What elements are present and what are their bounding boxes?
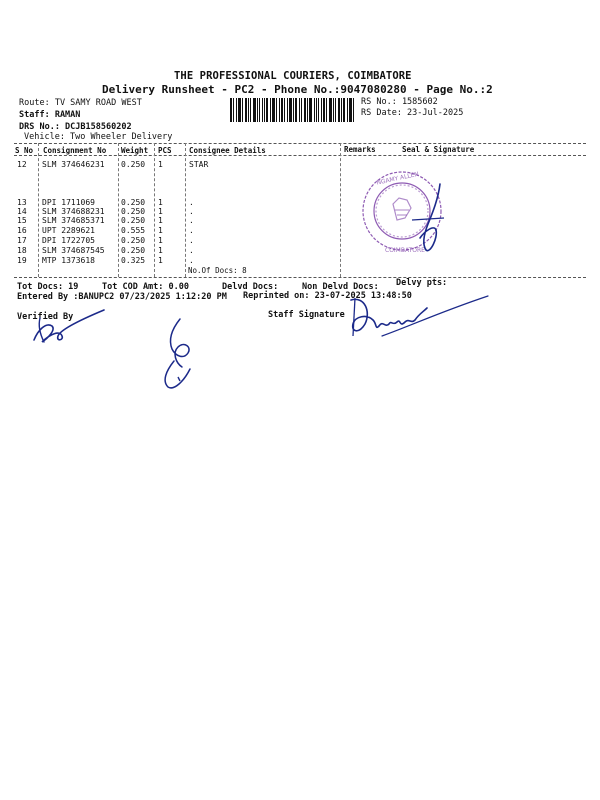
row-weight: 0.250 xyxy=(121,198,146,207)
row-sno: 12 xyxy=(17,160,27,169)
row-pcs: 1 xyxy=(158,226,163,235)
non-delivered-docs: Non Delvd Docs: xyxy=(302,282,379,292)
handwritten-initials xyxy=(150,315,210,395)
row-details: . xyxy=(189,236,194,245)
row-weight: 0.250 xyxy=(121,160,146,169)
barcode xyxy=(230,98,354,122)
table-bottom-rule xyxy=(14,277,586,278)
row-consignment: UPT 2289621 xyxy=(42,226,95,235)
row-weight: 0.250 xyxy=(121,236,146,245)
row-pcs: 1 xyxy=(158,256,163,265)
svg-text:NGAMY ALLEN: NGAMY ALLEN xyxy=(375,170,420,187)
row-sno: 16 xyxy=(17,226,27,235)
row-consignment: DPI 1711069 xyxy=(42,198,95,207)
col-header-consignment: Consignment No xyxy=(43,146,107,155)
row-sno: 15 xyxy=(17,216,27,225)
row-details: . xyxy=(189,256,194,265)
col-sep xyxy=(118,143,119,277)
rs-number: RS No.: 1585602 xyxy=(361,97,438,107)
col-header-remarks: Remarks xyxy=(344,145,376,154)
row-pcs: 1 xyxy=(158,207,163,216)
delivered-docs: Delvd Docs: xyxy=(222,282,279,292)
rs-date: RS Date: 23-Jul-2025 xyxy=(361,108,464,118)
col-sep xyxy=(154,143,155,277)
table-header-rule xyxy=(14,155,586,156)
row-details: STAR xyxy=(189,160,209,169)
tot-cod-amount: Tot COD Amt: 0.00 xyxy=(102,282,189,292)
entered-by: Entered By :BANUPC2 07/23/2025 1:12:20 PM xyxy=(17,292,227,302)
drs-label: DRS No.: DCJB158560202 xyxy=(19,122,132,132)
row-pcs: 1 xyxy=(158,236,163,245)
row-pcs: 1 xyxy=(158,160,163,169)
row-details: . xyxy=(189,198,194,207)
row-details: . xyxy=(189,207,194,216)
route-label: Route: TV SAMY ROAD WEST xyxy=(19,98,142,108)
row-consignment: SLM 374685371 xyxy=(42,216,105,225)
row-weight: 0.250 xyxy=(121,246,146,255)
vehicle-label: Vehicle: Two Wheeler Delivery xyxy=(24,132,173,142)
tot-docs: Tot Docs: 19 xyxy=(17,282,79,292)
row-details: . xyxy=(189,226,194,235)
col-header-seal: Seal & Signature xyxy=(402,145,475,154)
col-sep xyxy=(340,143,341,277)
row-consignment: DPI 1722705 xyxy=(42,236,95,245)
row-sno: 19 xyxy=(17,256,27,265)
row-pcs: 1 xyxy=(158,216,163,225)
row-sno: 13 xyxy=(17,198,27,207)
reprinted-on: Reprinted on: 23-07-2025 13:48:50 xyxy=(243,291,412,301)
row-weight: 0.325 xyxy=(121,256,146,265)
receiver-signature xyxy=(410,180,450,260)
staff-signature xyxy=(345,292,445,340)
row-weight: 0.250 xyxy=(121,207,146,216)
company-title: THE PROFESSIONAL COURIERS, COIMBATORE xyxy=(174,70,412,82)
row-consignment: SLM 374688231 xyxy=(42,207,105,216)
row-consignment: SLM 374687545 xyxy=(42,246,105,255)
runsheet-subtitle: Delivery Runsheet - PC2 - Phone No.:9047080280 - Page No.:2 xyxy=(102,83,493,96)
verified-by-label: Verified By xyxy=(17,312,74,322)
row-consignment: SLM 374646231 xyxy=(42,160,105,169)
row-pcs: 1 xyxy=(158,246,163,255)
svg-text:COIMBATORE: COIMBATORE xyxy=(385,247,425,254)
row-details: . xyxy=(189,246,194,255)
col-sep xyxy=(185,143,186,277)
staff-signature-label: Staff Signature xyxy=(268,310,345,320)
col-sep xyxy=(38,143,39,277)
table-top-rule xyxy=(14,143,586,144)
col-header-sno: S No xyxy=(15,146,34,155)
row-pcs: 1 xyxy=(158,198,163,207)
delivery-points: Delvy pts: xyxy=(396,278,448,288)
row-weight: 0.555 xyxy=(121,226,146,235)
col-header-weight: Weight xyxy=(121,146,149,155)
no-of-docs: No.Of Docs: 8 xyxy=(188,266,247,275)
staff-label: Staff: RAMAN xyxy=(19,110,81,120)
row-sno: 17 xyxy=(17,236,27,245)
row-sno: 18 xyxy=(17,246,27,255)
verified-by-signature xyxy=(20,300,110,360)
row-weight: 0.250 xyxy=(121,216,146,225)
col-header-pcs: PCS xyxy=(158,146,172,155)
row-sno: 14 xyxy=(17,207,27,216)
row-consignment: MTP 1373618 xyxy=(42,256,95,265)
col-header-consignee: Consignee Details xyxy=(189,146,266,155)
row-details: . xyxy=(189,216,194,225)
